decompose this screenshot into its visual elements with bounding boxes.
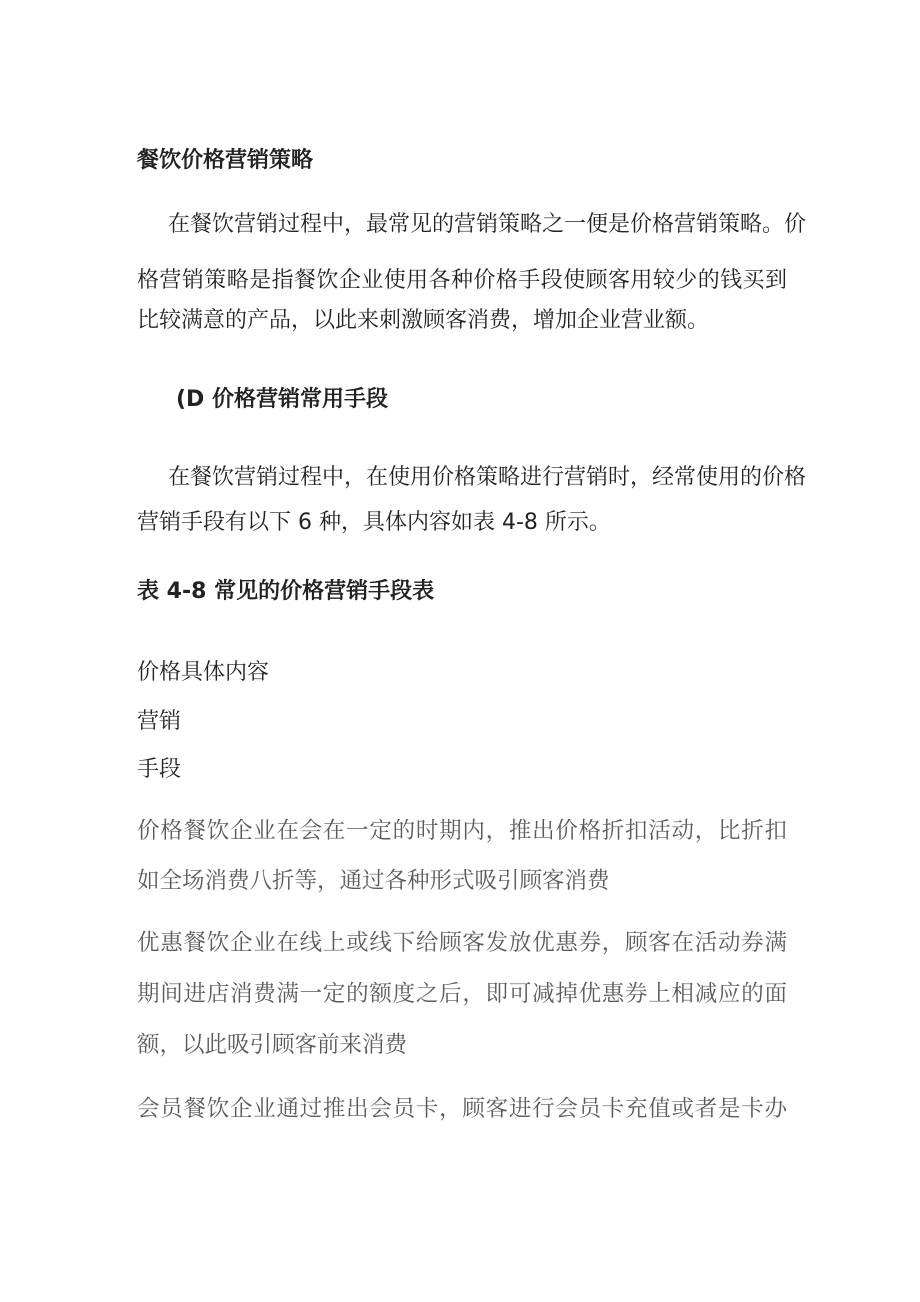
intro-line-2: 格营销策略是指餐饮企业使用各种价格手段使顾客用较少的钱买到	[137, 268, 787, 293]
intro-line-3: 比较满意的产品，以此来刺激顾客消费，增加企业营业额。	[137, 308, 710, 333]
table-row-1-line-2: 如全场消费八折等，通过各种形式吸引顾客消费	[137, 868, 610, 894]
section-heading: (D 价格营销常用手段	[176, 387, 388, 412]
table-row-3-line-1: 会员餐饮企业通过推出会员卡，顾客进行会员卡充值或者是卡办	[137, 1096, 787, 1122]
doc-title: 餐饮价格营销策略	[137, 148, 314, 173]
section-line-2: 营销手段有以下 6 种，具体内容如表 4-8 所示。	[137, 510, 611, 535]
table-header-content: 价格具体内容	[137, 660, 270, 685]
intro-line-1: 在餐饮营销过程中，最常见的营销策略之一便是价格营销策略。价	[168, 212, 807, 237]
table-row-2-line-3: 额，以此吸引顾客前来消费	[137, 1032, 408, 1058]
table-header-method-1: 营销	[137, 709, 182, 734]
table-row-2-line-2: 期间进店消费满一定的额度之后，即可减掉优惠券上相减应的面	[137, 981, 787, 1007]
table-row-2-line-1: 优惠餐饮企业在线上或线下给顾客发放优惠券，顾客在活动券满	[137, 930, 787, 956]
section-line-1: 在餐饮营销过程中，在使用价格策略进行营销时，经常使用的价格	[168, 465, 807, 490]
table-caption: 表 4-8 常见的价格营销手段表	[137, 579, 435, 604]
table-row-1-line-1: 价格餐饮企业在会在一定的时期内，推出价格折扣活动，比折扣	[137, 818, 787, 844]
table-header-method-2: 手段	[137, 757, 182, 782]
